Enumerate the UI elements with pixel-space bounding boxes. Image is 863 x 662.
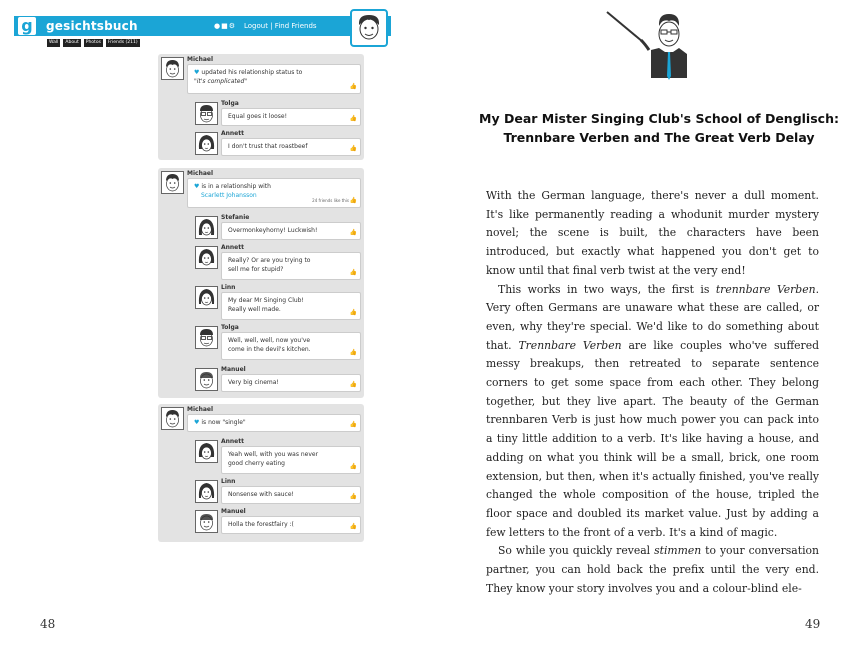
paragraph [486,542,819,598]
text-run: to your conversation partner, you can hold back the prefix until the very end. They know your story involves you and a colour-blind ele- [486,544,819,595]
face-icon [196,217,217,238]
face-icon [196,247,217,268]
avatar[interactable] [195,510,218,533]
emphasis: stimmen [654,544,702,558]
post-author[interactable]: Michael [187,406,214,413]
avatar[interactable] [195,480,218,503]
paragraph: With the German language, there's never a dull moment. It's like permanently reading a whodunit murder mystery novel; the scene is built, the characters have been introduced, but exactly what happened you don't get to know until that final verb twist at the very end! [486,189,819,277]
status-text: is now "single" [201,419,246,426]
nav-friends[interactable]: Friends (211) [107,40,138,45]
find-friends-link[interactable]: Find Friends [274,22,317,30]
post-author[interactable]: Michael [187,56,214,63]
avatar[interactable] [195,102,218,125]
thumbs-up-icon[interactable]: 👍 [349,493,357,500]
comment-author[interactable]: Stefanie [221,214,250,221]
text-run: So while you quickly reveal [498,544,655,558]
status-bubble [187,178,361,208]
status-bubble [187,414,361,432]
comment-bubble [221,138,361,156]
comment-author[interactable]: Annett [221,130,244,137]
comment-bubble [221,516,361,534]
avatar[interactable] [195,440,218,463]
header-links [244,22,317,30]
likes-count[interactable]: 24 friends like this [312,198,349,203]
comment-author[interactable]: Linn [221,478,236,485]
thumbs-up-icon[interactable]: 👍 [349,463,357,470]
thumbs-up-icon[interactable]: 👍 [349,83,357,90]
comment-author[interactable]: Linn [221,284,236,291]
comment-author[interactable]: Manuel [221,508,246,515]
comment-text: sell me for stupid? [228,266,284,273]
comment-bubble [221,292,361,320]
post-card [158,168,364,398]
emphasis: Trennbare Verben [518,338,622,352]
comment-text: good cherry eating [228,460,285,467]
right-page [431,0,863,662]
broken-heart-icon: ♥ [194,419,200,426]
status-text: is in a relationship with [201,183,271,190]
comment-author[interactable]: Annett [221,438,244,445]
nav-wall[interactable]: Wall [49,40,59,45]
status-text: "it's complicated" [194,78,248,85]
post-card [158,404,364,542]
heart-icon: ♥ [194,69,200,76]
comment-author[interactable]: Annett [221,244,244,251]
comment-author[interactable]: Manuel [221,366,246,373]
avatar[interactable] [161,57,184,80]
comment-text: My dear Mr Singing Club! [228,297,304,304]
thumbs-up-icon[interactable]: 👍 [349,115,357,122]
avatar[interactable] [195,326,218,349]
thumbs-up-icon[interactable]: 👍 [349,421,357,428]
paragraph [486,281,819,543]
logo[interactable]: g [18,17,36,35]
comment-bubble [221,374,361,392]
comment-author[interactable]: Tolga [221,324,239,331]
comment-text: Yeah well, with you was never [228,451,319,458]
emphasis: trennbare Verben [715,282,816,296]
page-number-left: 48 [40,617,56,631]
face-icon [196,441,217,462]
face-icon [196,133,217,154]
nav-photos[interactable]: Photos [85,40,101,45]
left-page [0,0,431,662]
comment-bubble [221,252,361,280]
nav-about[interactable]: About [65,40,79,45]
text-run: . Very often Germans are unaware what these are called, or even, why they're special. We'd like to do something about that. [486,282,819,352]
avatar[interactable] [195,132,218,155]
thumbs-up-icon[interactable]: 👍 [349,349,357,356]
thumbs-up-icon[interactable]: 👍 [349,145,357,152]
chapter-title: My Dear Mister Singing Club's School of Denglisch: Trennbare Verben and The Great Verb Delay [479,111,839,145]
status-text: updated his relationship status to [201,69,303,76]
text-run: are like couples who've suffered messy breakups, then retreated to separate sentence corners to get some space from each other. They belong together, but they live apart. The beauty of the German trennbaren Verb is just how much power you can pack into a tiny little addition to a verb. It's like having a house, and adding on what you think will be a small, brick, one room extension, but then, when it's actually finished, you've really changed the whole composition of the house, tripled the floor space and doubled its market value. Just by adding a few letters to the front of a verb. It's a kind of magic. [486,338,819,539]
face-icon [196,103,217,124]
comment-bubble [221,108,361,126]
comment-text: Really well made. [228,306,281,313]
comment-bubble [221,446,361,474]
face-icon [162,408,183,429]
avatar[interactable] [195,246,218,269]
header-icons [214,22,236,30]
avatar[interactable] [195,286,218,309]
profile-nav [47,39,140,47]
comment-text: come in the devil's kitchen. [228,346,311,353]
thumbs-up-icon[interactable]: 👍 [349,229,357,236]
comment-text: Very big cinema! [228,379,279,386]
comment-author[interactable]: Tolga [221,100,239,107]
text-run: This works in two ways, the first is [498,282,716,296]
profile-avatar[interactable] [350,9,388,47]
avatar[interactable] [195,216,218,239]
status-bubble [187,64,361,94]
post-card [158,54,364,160]
comment-bubble [221,486,361,504]
body-text [486,187,819,598]
comment-text: Well, well, well, now you've [228,337,311,344]
comment-text: Holla the forestfairy :( [228,521,294,528]
comment-bubble [221,332,361,360]
post-author[interactable]: Michael [187,170,214,177]
comment-text: Really? Or are you trying to [228,257,311,264]
avatar[interactable] [161,407,184,430]
face-icon [196,511,217,532]
thumbs-up-icon[interactable]: 👍 [349,523,357,530]
face-icon [196,287,217,308]
thumbs-up-icon[interactable]: 👍 [349,269,357,276]
comment-bubble [221,222,361,240]
face-icon [196,481,217,502]
face-icon [196,327,217,348]
teacher-illustration [601,8,711,98]
comment-text: I don't trust that roastbeef [228,143,308,150]
face-icon [162,58,183,79]
face-icon [352,11,386,45]
avatar[interactable] [195,368,218,391]
thumbs-up-icon[interactable]: 👍 [349,309,357,316]
chat-icon[interactable]: ■ [221,22,229,30]
page-number-right: 49 [805,617,821,631]
relationship-link[interactable]: Scarlett Johansson [201,192,257,199]
site-title[interactable]: gesichtsbuch [46,19,138,33]
comment-text: Nonsense with sauce! [228,491,294,498]
settings-icon[interactable]: ⚙ [228,22,237,30]
thumbs-up-icon[interactable]: 👍 [349,381,357,388]
avatar[interactable] [161,171,184,194]
thumbs-up-icon[interactable]: 👍 [349,197,357,204]
user-icon[interactable]: ● [214,22,222,30]
comment-text: Overmonkeyhorny! Luckwish! [228,227,318,234]
face-icon [196,369,217,390]
logout-link[interactable]: Logout [244,22,268,30]
face-icon [162,172,183,193]
separator: | [270,22,273,30]
comment-text: Equal goes it loose! [228,113,288,120]
heart-icon: ♥ [194,183,200,190]
